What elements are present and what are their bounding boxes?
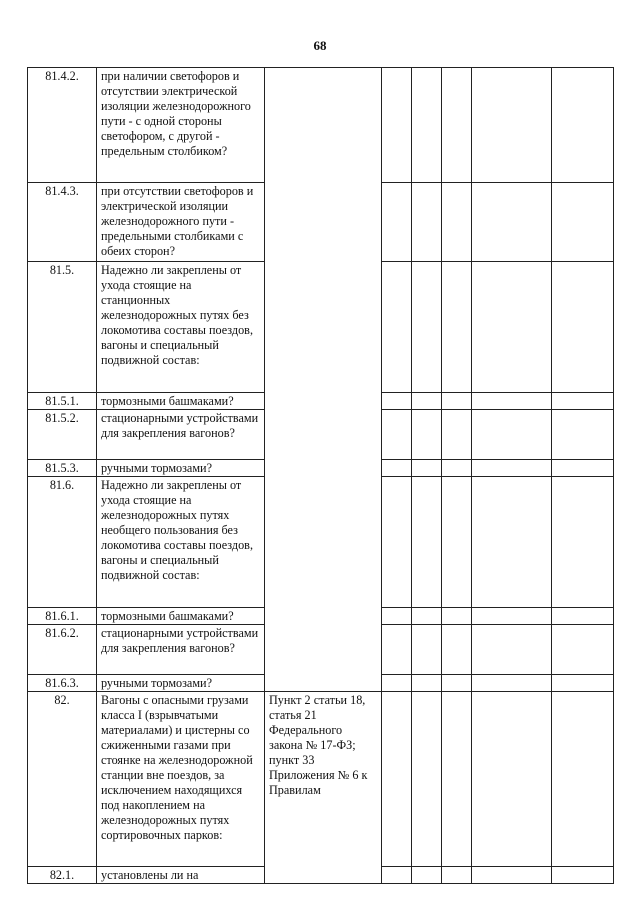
answer-yes-cell[interactable]: [382, 262, 412, 393]
row-number: 82.1.: [28, 867, 97, 884]
answer-no-cell[interactable]: [412, 692, 442, 867]
checklist-table: [27, 67, 614, 884]
requirement-text: тормозными башмаками?: [97, 393, 265, 410]
remarks-cell[interactable]: [552, 867, 614, 884]
answer-na-cell[interactable]: [442, 460, 472, 477]
answer-na-cell[interactable]: [442, 867, 472, 884]
answer-yes-cell[interactable]: [382, 608, 412, 625]
row-number: 81.5.1.: [28, 393, 97, 410]
answer-yes-cell[interactable]: [382, 625, 412, 675]
remarks-cell[interactable]: [552, 393, 614, 410]
answer-yes-cell[interactable]: [382, 867, 412, 884]
requirement-text: ручными тормозами?: [97, 460, 265, 477]
requirement-text: Надежно ли закреплены от ухода стоящие на железнодорожных путях необщего пользования без локомотива составы поездов, вагоны и специальный подвижной состав:: [97, 477, 265, 608]
row-number: 81.6.2.: [28, 625, 97, 675]
requirement-text: стационарными устройствами для закрепления вагонов?: [97, 625, 265, 675]
answer-na-cell[interactable]: [442, 262, 472, 393]
requirement-text: Вагоны с опасными грузами класса I (взрывчатыми материалами) и цистерны со сжиженными газами при стоянке на железнодорожной станции вне поездов, за исключением находящихся под накоплением на железнодорожных путях сортировочных парков:: [97, 692, 265, 867]
notes-cell[interactable]: [472, 393, 552, 410]
table-row: [28, 692, 614, 867]
answer-no-cell[interactable]: [412, 460, 442, 477]
notes-cell[interactable]: [472, 460, 552, 477]
answer-na-cell[interactable]: [442, 68, 472, 183]
answer-yes-cell[interactable]: [382, 410, 412, 460]
answer-no-cell[interactable]: [412, 608, 442, 625]
notes-cell[interactable]: [472, 410, 552, 460]
law-reference: Пункт 2 статьи 18, статья 21 Федерального закона № 17-ФЗ; пункт 33 Приложения № 6 к Правилам: [265, 692, 382, 884]
answer-na-cell[interactable]: [442, 625, 472, 675]
answer-yes-cell[interactable]: [382, 393, 412, 410]
remarks-cell[interactable]: [552, 477, 614, 608]
answer-no-cell[interactable]: [412, 262, 442, 393]
remarks-cell[interactable]: [552, 262, 614, 393]
page-number: 68: [313, 38, 327, 53]
notes-cell[interactable]: [472, 608, 552, 625]
requirement-text: при отсутствии светофоров и электрической изоляции железнодорожного пути - предельными столбиками с обеих сторон?: [97, 183, 265, 262]
answer-yes-cell[interactable]: [382, 692, 412, 867]
remarks-cell[interactable]: [552, 625, 614, 675]
answer-na-cell[interactable]: [442, 692, 472, 867]
remarks-cell[interactable]: [552, 410, 614, 460]
answer-no-cell[interactable]: [412, 867, 442, 884]
notes-cell[interactable]: [472, 867, 552, 884]
answer-no-cell[interactable]: [412, 393, 442, 410]
remarks-cell[interactable]: [552, 68, 614, 183]
law-reference-cell: [265, 68, 382, 692]
row-number: 81.6.: [28, 477, 97, 608]
notes-cell[interactable]: [472, 625, 552, 675]
answer-yes-cell[interactable]: [382, 675, 412, 692]
answer-no-cell[interactable]: [412, 625, 442, 675]
row-number: 81.5.3.: [28, 460, 97, 477]
row-number: 81.6.1.: [28, 608, 97, 625]
row-number: 82.: [28, 692, 97, 867]
answer-na-cell[interactable]: [442, 410, 472, 460]
remarks-cell[interactable]: [552, 183, 614, 262]
answer-na-cell[interactable]: [442, 183, 472, 262]
table-row: [28, 68, 614, 183]
answer-na-cell[interactable]: [442, 477, 472, 608]
row-number: 81.5.: [28, 262, 97, 393]
answer-yes-cell[interactable]: [382, 183, 412, 262]
row-number: 81.4.3.: [28, 183, 97, 262]
requirement-text: установлены ли на: [97, 867, 265, 884]
answer-na-cell[interactable]: [442, 675, 472, 692]
requirement-text: при наличии светофоров и отсутствии электрической изоляции железнодорожного пути - с одной стороны светофором, с другой - предельным столбиком?: [97, 68, 265, 183]
notes-cell[interactable]: [472, 477, 552, 608]
row-number: 81.5.2.: [28, 410, 97, 460]
answer-yes-cell[interactable]: [382, 460, 412, 477]
remarks-cell[interactable]: [552, 460, 614, 477]
remarks-cell[interactable]: [552, 608, 614, 625]
notes-cell[interactable]: [472, 68, 552, 183]
requirement-text: стационарными устройствами для закрепления вагонов?: [97, 410, 265, 460]
answer-no-cell[interactable]: [412, 68, 442, 183]
answer-no-cell[interactable]: [412, 183, 442, 262]
notes-cell[interactable]: [472, 692, 552, 867]
row-number: 81.6.3.: [28, 675, 97, 692]
remarks-cell[interactable]: [552, 675, 614, 692]
requirement-text: тормозными башмаками?: [97, 608, 265, 625]
answer-no-cell[interactable]: [412, 675, 442, 692]
answer-na-cell[interactable]: [442, 393, 472, 410]
notes-cell[interactable]: [472, 262, 552, 393]
row-number: 81.4.2.: [28, 68, 97, 183]
requirement-text: Надежно ли закреплены от ухода стоящие на станционных железнодорожных путях без локомотива составы поездов, вагоны и специальный подвижной состав:: [97, 262, 265, 393]
answer-yes-cell[interactable]: [382, 68, 412, 183]
notes-cell[interactable]: [472, 183, 552, 262]
answer-yes-cell[interactable]: [382, 477, 412, 608]
remarks-cell[interactable]: [552, 692, 614, 867]
requirement-text: ручными тормозами?: [97, 675, 265, 692]
answer-na-cell[interactable]: [442, 608, 472, 625]
answer-no-cell[interactable]: [412, 477, 442, 608]
notes-cell[interactable]: [472, 675, 552, 692]
answer-no-cell[interactable]: [412, 410, 442, 460]
